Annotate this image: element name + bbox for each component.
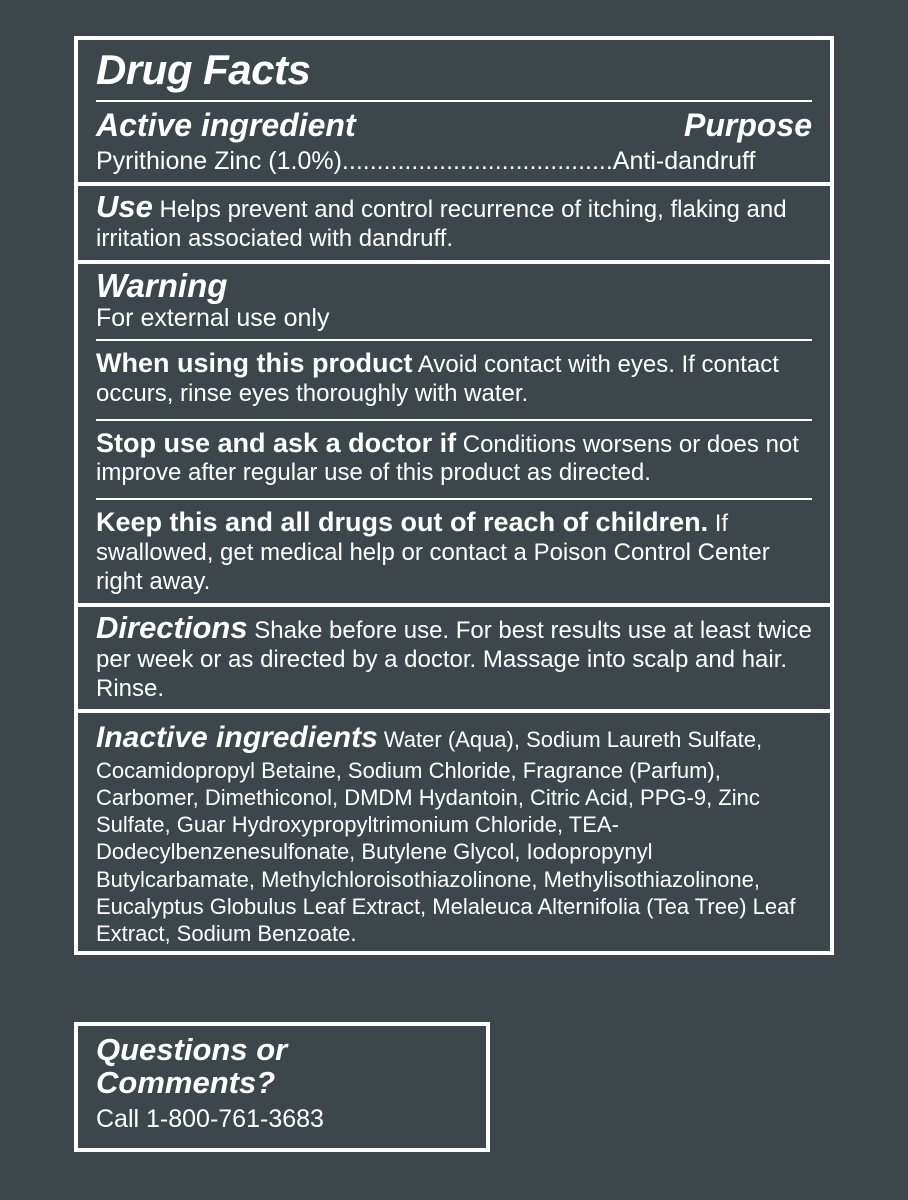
divider bbox=[96, 339, 812, 341]
keep-out-of-reach-section bbox=[78, 504, 830, 602]
purpose-label: Purpose bbox=[683, 107, 812, 144]
panel-notch-cover bbox=[490, 980, 838, 1044]
use-text: Helps prevent and control recurrence of itching, flaking and irritation associated with dandruff. bbox=[96, 195, 787, 253]
when-using-section bbox=[78, 345, 830, 415]
use-lead: Use bbox=[96, 188, 153, 224]
active-ingredient-header bbox=[78, 106, 830, 144]
directions-text: Shake before use. For best results use at least twice per week or as directed by a doctor. Massage into scalp and hair. Rinse. bbox=[96, 616, 812, 702]
keep-out-text: If swallowed, get medical help or contact a Poison Control Center right away. bbox=[96, 510, 770, 595]
directions-section bbox=[78, 607, 830, 710]
inactive-ingredients-section bbox=[78, 713, 830, 951]
questions-phone: Call 1-800-761-3683 bbox=[96, 1104, 324, 1133]
inactive-text: Water (Aqua), Sodium Laureth Sulfate, Cocamidopropyl Betaine, Sodium Chloride, Fragrance (Parfum), Carbomer, Dimethiconol, DMDM Hydantoin, Citric Acid, PPG-9, Zinc Sulfate, Guar Hydroxypropyltrimonium Chloride, TEA-Dodecylbenzenesulfonate, Butylene Glycol, Iodopropynyl Butylcarbamate, Methylchloroisothiazolinone, Methylisothiazolinone, Eucalyptus Globulus Leaf Extract, Melaleuca Alternifolia (Tea Tree) Leaf Extract, Sodium Benzoate. bbox=[96, 727, 796, 947]
questions-title-line1: Questions or bbox=[96, 1032, 288, 1067]
active-ingredient-label: Active ingredient bbox=[96, 107, 356, 144]
stop-use-lead: Stop use and ask a doctor if bbox=[96, 427, 457, 458]
questions-section bbox=[74, 1022, 490, 1152]
inactive-lead: Inactive ingredients bbox=[96, 721, 378, 755]
when-using-text: Avoid contact with eyes. If contact occurs, rinse eyes thoroughly with water. bbox=[96, 350, 779, 407]
stop-use-text: Conditions worsens or does not improve after regular use of this product as directed. bbox=[96, 430, 799, 487]
drug-facts-panel bbox=[74, 36, 834, 955]
warning-subtitle: For external use only bbox=[96, 304, 330, 333]
when-using-lead: When using this product bbox=[96, 347, 413, 378]
divider bbox=[96, 100, 812, 102]
divider bbox=[96, 498, 812, 500]
directions-lead: Directions bbox=[96, 609, 248, 645]
warning-title: Warning bbox=[96, 266, 228, 304]
use-section bbox=[78, 186, 830, 260]
stop-use-section bbox=[78, 425, 830, 495]
page-title: Drug Facts bbox=[96, 46, 311, 93]
divider bbox=[96, 419, 812, 421]
active-ingredient-value: Pyrithione Zinc (1.0%).......................................Anti-dandruff bbox=[96, 146, 756, 175]
questions-title-line2: Comments? bbox=[96, 1064, 276, 1100]
keep-out-lead: Keep this and all drugs out of reach of children. bbox=[96, 507, 709, 538]
